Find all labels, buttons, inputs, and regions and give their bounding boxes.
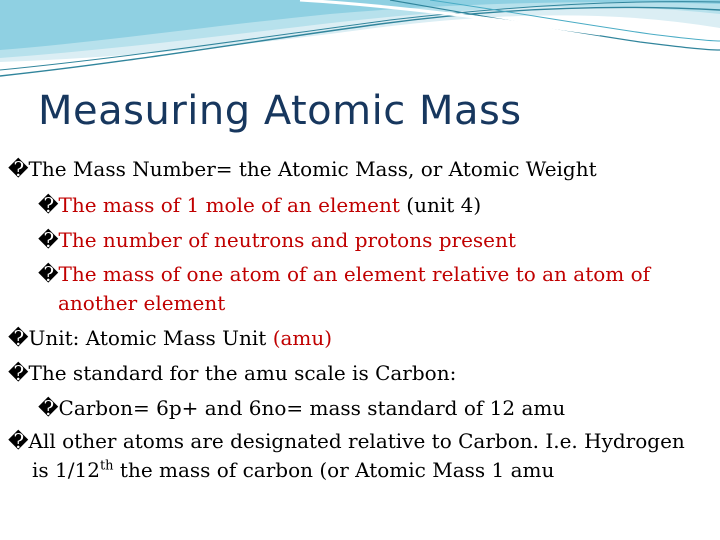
subbullet-relative-mass <box>38 259 650 290</box>
bullet-amu-unit <box>8 323 332 354</box>
bullet-glyph: � <box>38 228 59 252</box>
bullet-glyph: � <box>38 396 59 420</box>
bullet-text-highlight: The mass of one atom of an element relative to an atom of <box>58 262 651 286</box>
superscript-th: th <box>99 458 114 474</box>
bullet-text: Carbon= 6p+ and 6no= mass standard of 12 amu <box>58 396 566 420</box>
bullet-text: All other atoms are designated relative to Carbon. I.e. Hydrogen <box>28 429 685 453</box>
subbullet-carbon-composition <box>38 393 565 424</box>
bullet-mass-number <box>8 154 597 185</box>
bullet-glyph: � <box>8 361 29 385</box>
slide-title: Measuring Atomic Mass <box>38 88 522 134</box>
bullet-text-highlight: another element <box>58 291 226 315</box>
bullet-text-highlight: The mass of 1 mole of an element <box>58 193 400 217</box>
bullet-glyph: � <box>38 193 59 217</box>
bullet-text: the mass of carbon (or Atomic Mass 1 amu <box>113 458 555 482</box>
bullet-text: Unit: Atomic Mass Unit <box>28 326 273 350</box>
bullet-relative-atoms <box>8 426 685 457</box>
subbullet-relative-mass-cont <box>58 288 225 319</box>
subbullet-neutrons-protons <box>38 225 516 256</box>
bullet-text-highlight: (amu) <box>272 326 333 350</box>
bullet-relative-atoms-cont <box>32 455 554 486</box>
header-wave-decoration <box>0 0 720 90</box>
bullet-glyph: � <box>8 429 29 453</box>
bullet-carbon-standard <box>8 358 456 389</box>
bullet-glyph: � <box>8 157 29 181</box>
bullet-text: (unit 4) <box>399 193 482 217</box>
bullet-text: The Mass Number= the Atomic Mass, or Atomic Weight <box>28 157 597 181</box>
bullet-text: is 1/12 <box>32 458 100 482</box>
bullet-text-highlight: The number of neutrons and protons present <box>58 228 516 252</box>
bullet-text: The standard for the amu scale is Carbon: <box>28 361 457 385</box>
bullet-glyph: � <box>8 326 29 350</box>
subbullet-mole <box>38 190 481 221</box>
bullet-glyph: � <box>38 262 59 286</box>
